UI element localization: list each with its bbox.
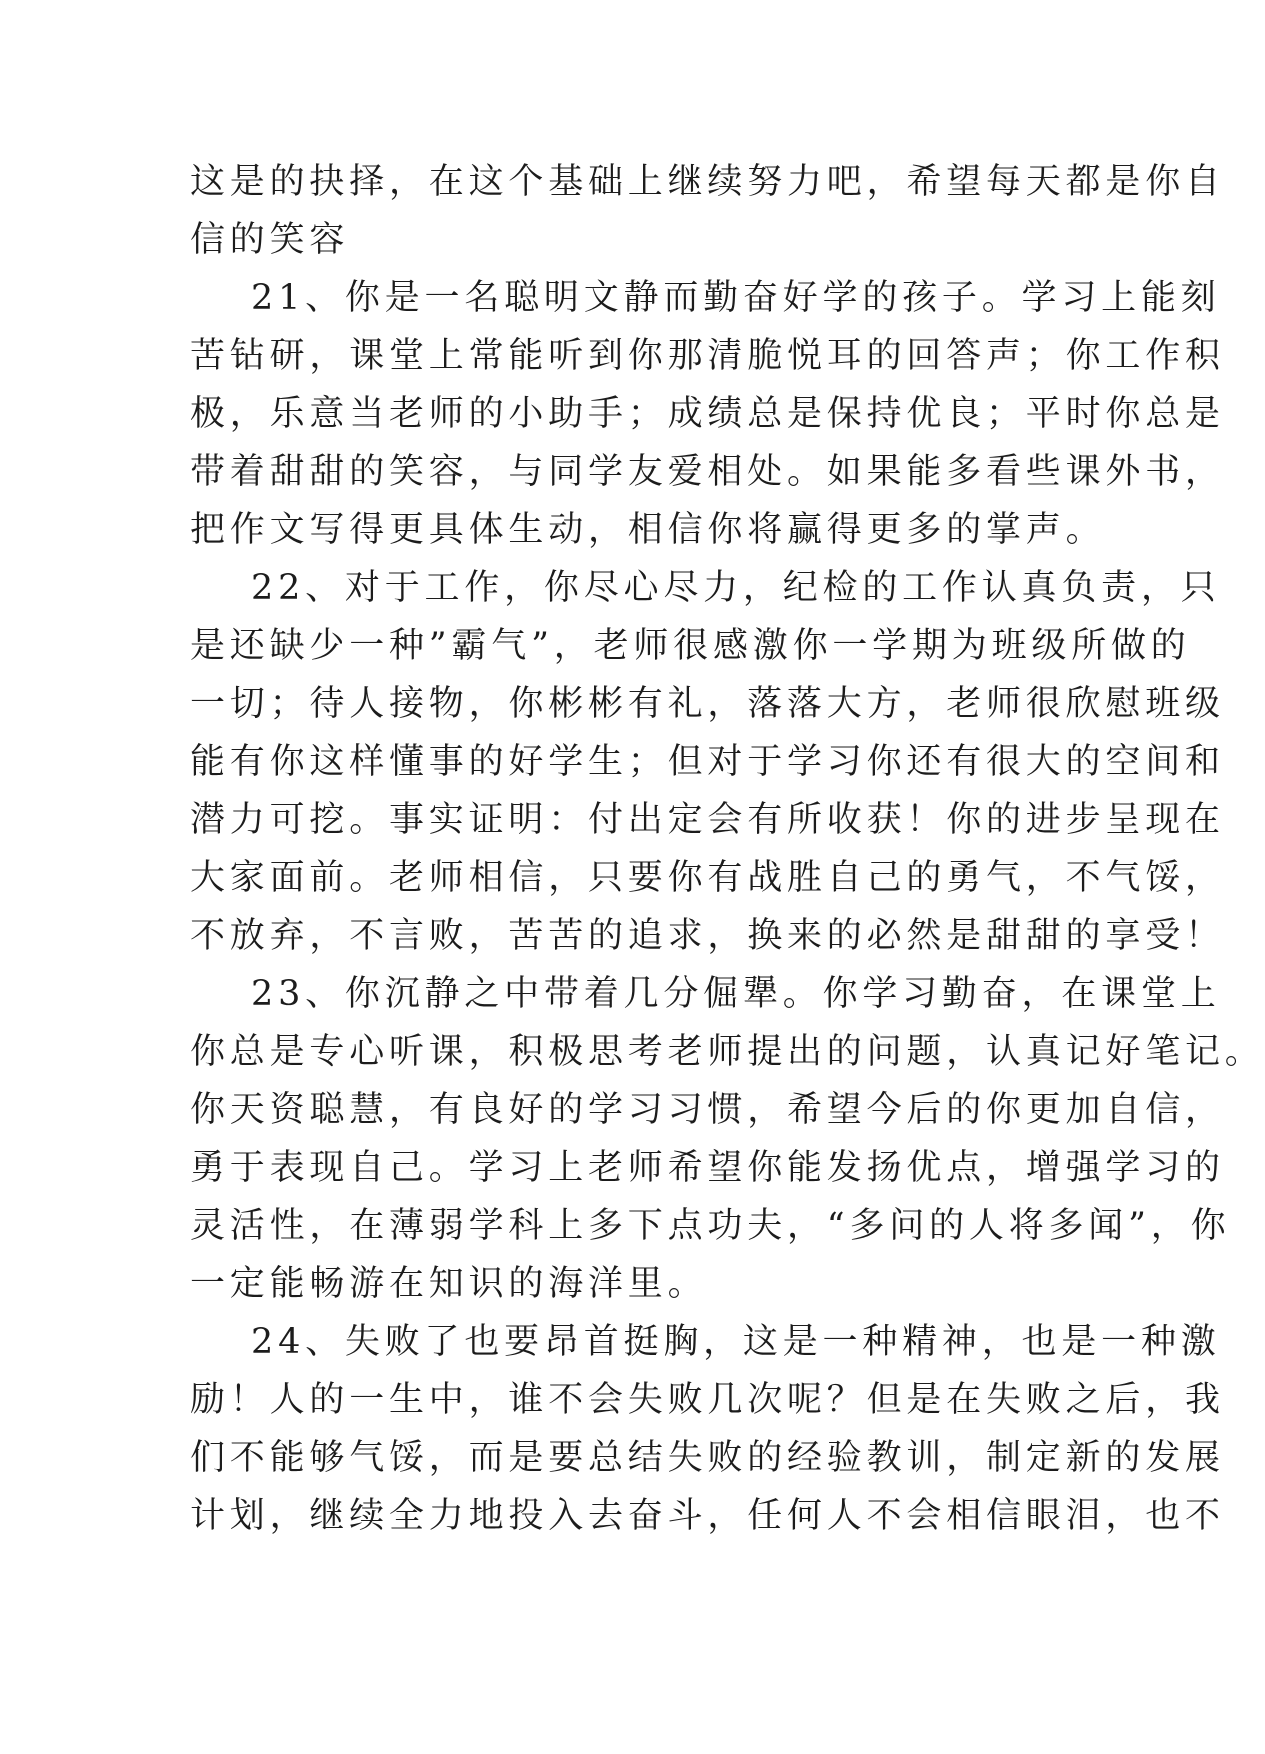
text-line: 这是的抉择，在这个基础上继续努力吧，希望每天都是你自 xyxy=(190,162,1225,202)
text-line: 22、对于工作，你尽心尽力，纪检的工作认真负责，只 xyxy=(251,568,1221,608)
text-line: 21、你是一名聪明文静而勤奋好学的孩子。学习上能刻 xyxy=(251,278,1221,318)
text-line: 24、失败了也要昂首挺胸，这是一种精神，也是一种激 xyxy=(251,1322,1221,1362)
text-line: 勇于表现自己。学习上老师希望你能发扬优点，增强学习的 xyxy=(190,1148,1225,1188)
text-line: 极，乐意当老师的小助手；成绩总是保持优良；平时你总是 xyxy=(190,394,1225,434)
text-line: 一定能畅游在知识的海洋里。 xyxy=(190,1264,708,1304)
text-line: 你天资聪慧，有良好的学习习惯，希望今后的你更加自信， xyxy=(190,1090,1225,1130)
paragraph-p22 xyxy=(190,559,1225,965)
text-line: 潜力可挖。事实证明：付出定会有所收获！你的进步呈现在 xyxy=(190,800,1225,840)
text-line: 带着甜甜的笑容，与同学友爱相处。如果能多看些课外书， xyxy=(190,452,1225,492)
text-line: 把作文写得更具体生动，相信你将赢得更多的掌声。 xyxy=(190,510,1106,550)
document-body xyxy=(190,153,1265,1545)
text-line: 是还缺少一种”霸气”，老师很感激你一学期为班级所做的 xyxy=(190,626,1191,666)
paragraph-p21 xyxy=(190,269,1225,559)
text-line: 一切；待人接物，你彬彬有礼，落落大方，老师很欣慰班级 xyxy=(190,684,1225,724)
text-line: 们不能够气馁，而是要总结失败的经验教训，制定新的发展 xyxy=(190,1438,1225,1478)
paragraph-p24 xyxy=(190,1313,1225,1545)
text-line: 你总是专心听课，积极思考老师提出的问题，认真记好笔记。 xyxy=(190,1032,1265,1072)
text-line: 信的笑容 xyxy=(190,220,350,260)
text-line: 励！人的一生中，谁不会失败几次呢？但是在失败之后，我 xyxy=(190,1380,1225,1420)
text-line: 大家面前。老师相信，只要你有战胜自己的勇气，不气馁， xyxy=(190,858,1225,898)
text-line: 23、你沉静之中带着几分倔犟。你学习勤奋，在课堂上 xyxy=(251,974,1221,1014)
text-line: 能有你这样懂事的好学生；但对于学习你还有很大的空间和 xyxy=(190,742,1225,782)
paragraph-p20-continued xyxy=(190,153,1225,269)
text-line: 计划，继续全力地投入去奋斗，任何人不会相信眼泪，也不 xyxy=(190,1496,1225,1536)
text-line: 不放弃，不言败，苦苦的追求，换来的必然是甜甜的享受！ xyxy=(190,916,1225,956)
text-line: 灵活性，在薄弱学科上多下点功夫，“多问的人将多闻”，你 xyxy=(190,1206,1231,1246)
text-line: 苦钻研，课堂上常能听到你那清脆悦耳的回答声；你工作积 xyxy=(190,336,1225,376)
paragraph-p23 xyxy=(190,965,1265,1313)
